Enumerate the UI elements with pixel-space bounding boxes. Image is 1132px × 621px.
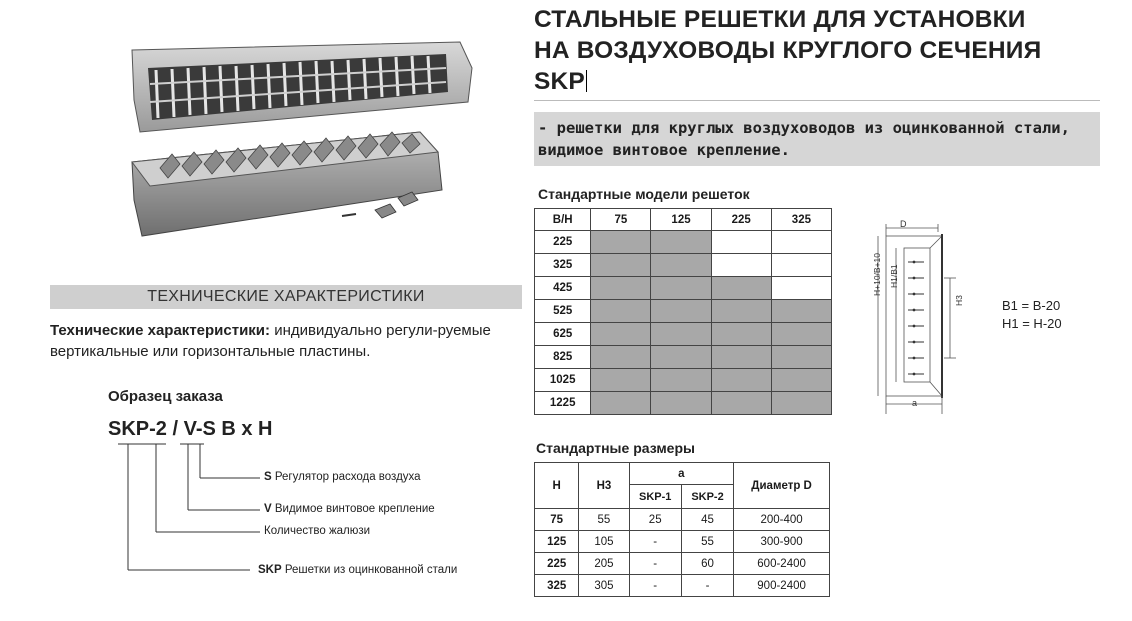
title-code: SKP bbox=[534, 68, 585, 95]
models-cell-available bbox=[651, 392, 711, 415]
models-row bbox=[535, 346, 832, 369]
sizes-cell-a2: 60 bbox=[681, 553, 733, 575]
models-row bbox=[535, 369, 832, 392]
section-diagram bbox=[868, 218, 960, 418]
sizes-cell-a2: - bbox=[681, 575, 733, 597]
models-col-header: 75 bbox=[591, 209, 651, 231]
sizes-cell-a1: - bbox=[629, 575, 681, 597]
legend-skp-text: Решетки из оцинкованной стали bbox=[284, 564, 458, 576]
sizes-cell-h: 225 bbox=[535, 553, 579, 575]
sizes-skp1-header: SKP-1 bbox=[629, 485, 681, 509]
sizes-cell-a1: 25 bbox=[629, 509, 681, 531]
diagram-label-h10: Н+10/В+10 bbox=[872, 252, 882, 296]
sizes-row bbox=[535, 509, 830, 531]
sizes-cell-d: 200-400 bbox=[734, 509, 830, 531]
models-col-header: 125 bbox=[651, 209, 711, 231]
models-cell-available bbox=[711, 300, 771, 323]
diagram-label-d: D bbox=[900, 219, 907, 229]
sizes-cell-h3: 105 bbox=[579, 531, 629, 553]
page-title bbox=[534, 4, 1041, 97]
legend-skp bbox=[258, 564, 457, 576]
models-row-label: 1225 bbox=[535, 392, 591, 415]
models-cell-available bbox=[651, 369, 711, 392]
title-line-1: СТАЛЬНЫЕ РЕШЕТКИ ДЛЯ УСТАНОВКИ bbox=[534, 6, 1026, 33]
models-cell-available bbox=[651, 254, 711, 277]
legend-count bbox=[264, 525, 370, 537]
models-cell-available bbox=[591, 392, 651, 415]
title-line-3 bbox=[534, 66, 1041, 97]
models-corner: В/Н bbox=[535, 209, 591, 231]
models-row-label: 325 bbox=[535, 254, 591, 277]
sizes-diam-header: Диаметр D bbox=[734, 463, 830, 509]
models-cell-available bbox=[651, 277, 711, 300]
sizes-row bbox=[535, 575, 830, 597]
models-cell-available bbox=[591, 300, 651, 323]
legend-v bbox=[264, 503, 435, 515]
models-cell-available bbox=[711, 369, 771, 392]
models-title: Стандартные модели решеток bbox=[538, 186, 750, 202]
text-cursor bbox=[586, 70, 587, 92]
sizes-cell-h: 75 bbox=[535, 509, 579, 531]
diagram-label-a: a bbox=[912, 398, 918, 408]
models-row-label: 525 bbox=[535, 300, 591, 323]
models-cell-available bbox=[771, 300, 831, 323]
sizes-cell-h3: 305 bbox=[579, 575, 629, 597]
models-cell-available bbox=[591, 254, 651, 277]
sizes-cell-a2: 55 bbox=[681, 531, 733, 553]
sizes-row bbox=[535, 531, 830, 553]
sizes-cell-h: 325 bbox=[535, 575, 579, 597]
order-code: SKP-2 / V-S B x H bbox=[108, 418, 273, 440]
models-cell-empty bbox=[711, 254, 771, 277]
specs-bar-label: ТЕХНИЧЕСКИЕ ХАРАКТЕРИСТИКИ bbox=[147, 288, 425, 305]
models-cell-empty bbox=[711, 231, 771, 254]
sizes-cell-d: 600-2400 bbox=[734, 553, 830, 575]
title-rule bbox=[534, 100, 1100, 101]
specs-paragraph bbox=[50, 320, 520, 362]
sizes-row bbox=[535, 553, 830, 575]
models-cell-available bbox=[651, 323, 711, 346]
order-leader-lines bbox=[100, 442, 280, 582]
sizes-cell-h: 125 bbox=[535, 531, 579, 553]
sizes-skp2-header: SKP-2 bbox=[681, 485, 733, 509]
legend-s bbox=[264, 471, 421, 483]
models-row bbox=[535, 323, 832, 346]
legend-v-text: Видимое винтовое крепление bbox=[274, 503, 435, 515]
models-cell-available bbox=[771, 392, 831, 415]
models-cell-available bbox=[711, 346, 771, 369]
title-line-2: НА ВОЗДУХОВОДЫ КРУГЛОГО СЕЧЕНИЯ bbox=[534, 37, 1042, 64]
models-cell-available bbox=[591, 369, 651, 392]
diagram-label-h3: Н3 bbox=[954, 295, 964, 306]
sizes-cell-d: 900-2400 bbox=[734, 575, 830, 597]
models-cell-empty bbox=[771, 231, 831, 254]
formula-h1: Н1 = Н-20 bbox=[1002, 316, 1062, 331]
models-col-header: 325 bbox=[771, 209, 831, 231]
sizes-cell-h3: 205 bbox=[579, 553, 629, 575]
order-title: Образец заказа bbox=[108, 388, 223, 405]
models-cell-available bbox=[591, 277, 651, 300]
models-cell-available bbox=[771, 323, 831, 346]
sizes-cell-a1: - bbox=[629, 553, 681, 575]
product-photo bbox=[120, 40, 480, 240]
models-row-label: 225 bbox=[535, 231, 591, 254]
models-cell-available bbox=[591, 231, 651, 254]
models-row bbox=[535, 231, 832, 254]
models-cell-available bbox=[591, 346, 651, 369]
sizes-cell-d: 300-900 bbox=[734, 531, 830, 553]
models-cell-available bbox=[711, 392, 771, 415]
specs-para-rest: индивидуально регули-руемые вертикальные или горизонтальные пластины. bbox=[50, 322, 491, 360]
models-row bbox=[535, 392, 832, 415]
sizes-h3-header: Н3 bbox=[579, 463, 629, 509]
sizes-cell-a2: 45 bbox=[681, 509, 733, 531]
models-row-label: 825 bbox=[535, 346, 591, 369]
legend-v-key: V bbox=[264, 503, 272, 515]
legend-skp-key: SKP bbox=[258, 564, 282, 576]
sizes-cell-h3: 55 bbox=[579, 509, 629, 531]
models-cell-empty bbox=[771, 254, 831, 277]
models-cell-empty bbox=[771, 277, 831, 300]
models-cell-available bbox=[651, 300, 711, 323]
specs-para-bold: Технические характеристики: bbox=[50, 322, 271, 339]
models-row-label: 425 bbox=[535, 277, 591, 300]
models-cell-available bbox=[591, 323, 651, 346]
sizes-h-header: Н bbox=[535, 463, 579, 509]
models-cell-available bbox=[771, 346, 831, 369]
models-cell-available bbox=[771, 369, 831, 392]
diagram-label-h1b1: Н1/В1 bbox=[889, 264, 899, 288]
models-cell-available bbox=[651, 346, 711, 369]
models-col-header: 225 bbox=[711, 209, 771, 231]
models-cell-available bbox=[651, 231, 711, 254]
models-row bbox=[535, 254, 832, 277]
models-cell-available bbox=[711, 323, 771, 346]
models-row-label: 625 bbox=[535, 323, 591, 346]
models-row bbox=[535, 300, 832, 323]
models-table bbox=[534, 208, 832, 415]
sizes-title: Стандартные размеры bbox=[536, 440, 695, 456]
legend-s-key: S bbox=[264, 471, 272, 483]
models-row-label: 1025 bbox=[535, 369, 591, 392]
models-row bbox=[535, 277, 832, 300]
description-text: - решетки для круглых воздуховодов из оцинкованной стали, видимое винтовое крепление. bbox=[538, 119, 1070, 159]
legend-s-text: Регулятор расхода воздуха bbox=[274, 471, 421, 483]
sizes-a-header: a bbox=[629, 463, 734, 485]
formula-b1: В1 = В-20 bbox=[1002, 298, 1061, 313]
sizes-table bbox=[534, 462, 830, 597]
models-cell-available bbox=[711, 277, 771, 300]
legend-count-text: Количество жалюзи bbox=[264, 525, 371, 537]
sizes-cell-a1: - bbox=[629, 531, 681, 553]
